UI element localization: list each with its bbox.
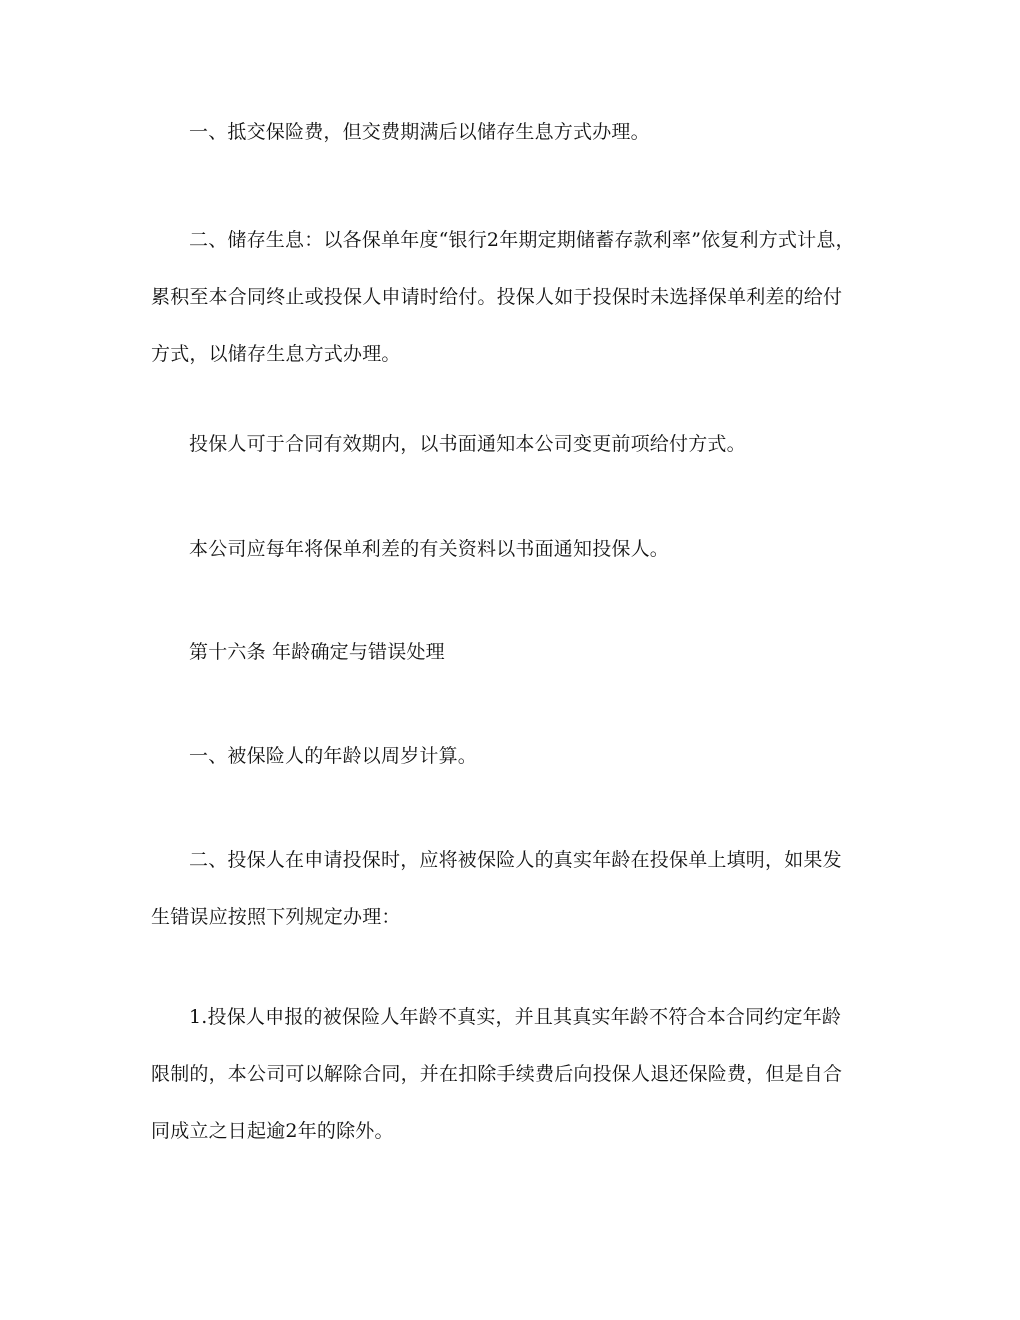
text-line: 二、储存生息：以各保单年度“银行2年期定期储蓄存款利率”依复利方式计息， [189, 229, 855, 251]
text-line: 本公司应每年将保单利差的有关资料以书面通知投保人。 [189, 538, 670, 560]
text-line: 一、抵交保险费，但交费期满后以储存生息方式办理。 [189, 121, 650, 143]
text-line: 投保人可于合同有效期内，以书面通知本公司变更前项给付方式。 [189, 433, 746, 455]
text-line: 1.投保人申报的被保险人年龄不真实，并且其真实年龄不符合本合同约定年龄 [189, 1006, 842, 1028]
paragraph-age-calculation [151, 728, 873, 785]
text-line: 第十六条 年龄确定与错误处理 [189, 641, 445, 663]
paragraph-annual-notice [151, 521, 873, 578]
text-line: 方式，以储存生息方式办理。 [151, 343, 401, 365]
text-line: 同成立之日起逾2年的除外。 [151, 1120, 394, 1142]
text-line: 限制的，本公司可以解除合同，并在扣除手续费后向投保人退还保险费，但是自合 [151, 1063, 843, 1085]
paragraph-change-method [151, 416, 873, 473]
paragraph-age-declaration [151, 832, 873, 946]
text-line: 二、投保人在申请投保时，应将被保险人的真实年龄在投保单上填明，如果发 [189, 849, 842, 871]
paragraph-offset-premium [151, 104, 873, 161]
text-line: 生错误应按照下列规定办理： [151, 906, 401, 928]
text-line: 一、被保险人的年龄以周岁计算。 [189, 745, 478, 767]
paragraph-false-age-rule [151, 989, 873, 1160]
article-heading [151, 624, 873, 681]
text-line: 累积至本合同终止或投保人申请时给付。投保人如于投保时未选择保单利差的给付 [151, 286, 843, 308]
paragraph-deposit-interest [151, 212, 873, 383]
